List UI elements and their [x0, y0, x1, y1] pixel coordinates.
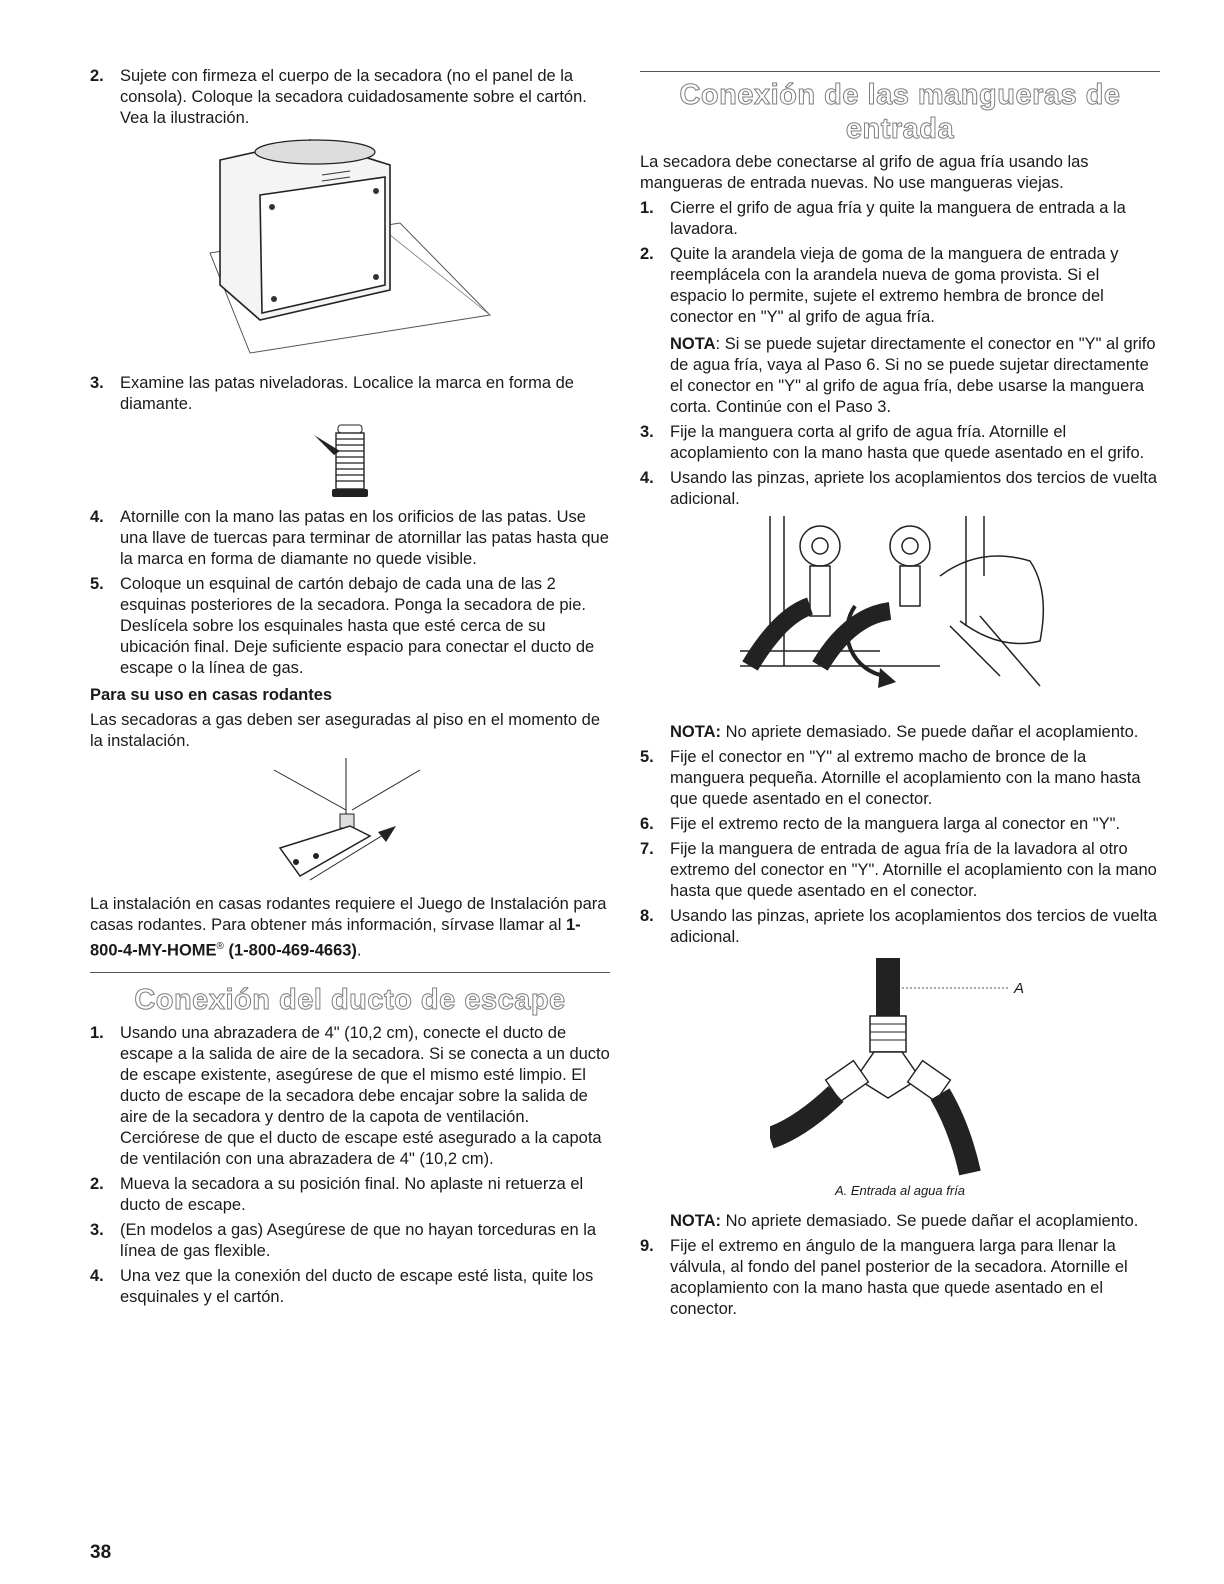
- step-number: 3.: [90, 374, 104, 392]
- left-column: [90, 66, 610, 1312]
- step-number: 2.: [90, 67, 104, 85]
- step-number: 6.: [640, 815, 654, 833]
- step-text: Fije el extremo en ángulo de la manguera larga para llenar la válvula, al fondo del panel posterior de la secadora. Atornille el acoplamiento con la mano hasta que quede asentado en el conector.: [670, 1237, 1128, 1318]
- registered-mark: ®: [216, 941, 224, 952]
- step-text: Mueva la secadora a su posición final. No aplaste ni retuerza el ducto de escape.: [120, 1174, 584, 1214]
- y-connector-figure: [770, 958, 1030, 1178]
- note-3: [640, 1211, 1160, 1232]
- step-text: Fije el conector en "Y" al extremo macho de bronce de la manguera pequeña. Atornille el acoplamiento con la mano hasta que quede asentado en el conector.: [670, 748, 1141, 808]
- step-number: 3.: [90, 1220, 104, 1239]
- step-text: Usando una abrazadera de 4" (10,2 cm), conecte el ducto de escape a la salida de aire de la secadora. Si se conecta a un ducto de escape existente, asegúrese de que el mismo esté limpio. El ducto de escape de la secadora debe encajar sobre la salida de aire de la secadora y dentro de la capota de ventilación. Cerciórese de que el ducto de escape esté asegurado a la capota de ventilación con una abrazadera de 4" (10,2 cm).: [120, 1023, 610, 1168]
- section-divider: [90, 972, 610, 973]
- step-text: Una vez que la conexión del ducto de escape esté lista, quite los esquinales y el cartón.: [120, 1266, 594, 1306]
- mobile-kit-sentence: La instalación en casas rodantes requiere el Juego de Instalación para casas rodantes. Para obtener más información, sírvase llamar al: [90, 895, 607, 934]
- phone-number: (1-800-469-4663): [228, 941, 357, 960]
- step-number: 3.: [640, 423, 654, 441]
- y-connector-illustration: [770, 958, 1030, 1178]
- mobile-home-kit-text: [90, 894, 610, 962]
- step-text: Usando las pinzas, apriete los acoplamientos dos tercios de vuelta adicional.: [670, 907, 1158, 946]
- step-number: 8.: [640, 907, 654, 925]
- step-text: Fije la manguera corta al grifo de agua fría. Atornille el acoplamiento con la mano hasta que quede asentado en el grifo.: [670, 423, 1145, 462]
- inlet-step: [640, 839, 1160, 902]
- note-label: NOTA: [670, 335, 716, 353]
- step-number: 4.: [640, 469, 654, 487]
- step-number: 5.: [90, 575, 104, 593]
- step-number: 7.: [640, 840, 654, 858]
- step-number: 1.: [90, 1023, 104, 1042]
- step-number: 4.: [90, 1266, 104, 1285]
- note-text: No apriete demasiado. Se puede dañar el acoplamiento.: [721, 1212, 1139, 1230]
- dryer-on-carton-illustration: [190, 135, 510, 367]
- exhaust-step: [90, 1266, 610, 1308]
- inlet-step: [640, 244, 1160, 328]
- step-text: (En modelos a gas) Asegúrese de que no hayan torceduras en la línea de gas flexible.: [120, 1220, 597, 1260]
- phone-word: 1-800-4-MY-HOME: [90, 916, 581, 960]
- phone-end: .: [356, 941, 362, 960]
- exhaust-step: [90, 1174, 610, 1216]
- note-text: : Si se puede sujetar directamente el conector en "Y" al grifo de agua fría, vaya al Paso 6. Si no se puede sujetar directamente el conector en "Y" al grifo de agua fría, debe usarse la manguera corta. Continúe con el Paso 3.: [670, 335, 1156, 416]
- step-4: [90, 507, 610, 570]
- note-label: NOTA:: [670, 723, 722, 741]
- step-number: 2.: [640, 245, 654, 263]
- page-number: 38: [90, 1542, 112, 1563]
- step-2: [90, 66, 610, 129]
- step-text: Atornille con la mano las patas en los orificios de las patas. Use una llave de tuercas para terminar de atornillar las patas hasta que la marca en forma de diamante no quede visible.: [120, 508, 609, 568]
- step-5: [90, 574, 610, 679]
- inlet-step: [640, 1236, 1160, 1320]
- section-divider: [640, 71, 1160, 72]
- mobile-home-heading: Para su uso en casas rodantes: [90, 686, 333, 704]
- inlet-step: [640, 422, 1160, 464]
- exhaust-steps-list: [90, 1023, 610, 1308]
- step-text: Usando las pinzas, apriete los acoplamientos dos tercios de vuelta adicional.: [670, 469, 1158, 508]
- faucet-pliers-illustration: [740, 516, 1060, 716]
- step-number: 2.: [90, 1174, 104, 1193]
- inlet-step: [640, 198, 1160, 240]
- note-label: NOTA:: [670, 1212, 722, 1230]
- step-3: [90, 373, 610, 415]
- step-text: Fije el extremo recto de la manguera larga al conector en "Y".: [670, 815, 1121, 833]
- step-number: 5.: [640, 748, 654, 766]
- step-number: 4.: [90, 508, 104, 526]
- leveling-leg-illustration: [310, 421, 390, 501]
- figure-label-a: A: [1014, 980, 1025, 997]
- step-number: 1.: [640, 199, 654, 217]
- right-column: [640, 66, 1160, 1324]
- mobile-home-bracket-illustration: [260, 758, 440, 888]
- inlet-intro: La secadora debe conectarse al grifo de agua fría usando las mangueras de entrada nuevas. No use mangueras viejas.: [640, 153, 1089, 192]
- exhaust-step: [90, 1023, 610, 1170]
- step-text: Coloque un esquinal de cartón debajo de cada una de las 2 esquinas posteriores de la secadora. Ponga la secadora de pie. Deslícela sobre los esquinales hasta que esté cerca de su ubicación final. Deje suficiente espacio para conectar el ducto de escape o la línea de gas.: [120, 575, 595, 677]
- note-2: [640, 722, 1160, 743]
- inlet-hoses-section-title: Conexión de las mangueras de entrada: [679, 79, 1121, 145]
- step-text: Examine las patas niveladoras. Localice la marca en forma de diamante.: [120, 374, 574, 413]
- figure-caption: A. Entrada al agua fría: [834, 1183, 966, 1198]
- exhaust-step: [90, 1220, 610, 1262]
- inlet-step: [640, 468, 1160, 510]
- note-text: No apriete demasiado. Se puede dañar el acoplamiento.: [721, 723, 1139, 741]
- note-1: [640, 334, 1160, 418]
- exhaust-section-title: Conexión del ducto de escape: [134, 983, 566, 1016]
- step-text: Sujete con firmeza el cuerpo de la secadora (no el panel de la consola). Coloque la secadora cuidadosamente sobre el cartón. Vea la ilustración.: [120, 67, 587, 127]
- step-number: 9.: [640, 1237, 654, 1255]
- inlet-step: [640, 906, 1160, 948]
- step-text: Cierre el grifo de agua fría y quite la manguera de entrada a la lavadora.: [670, 199, 1126, 238]
- inlet-step: [640, 747, 1160, 810]
- step-text: Fije la manguera de entrada de agua fría de la lavadora al otro extremo del conector en "Y". Atornille el acoplamiento con la mano hasta que quede asentado en el conector.: [670, 840, 1157, 900]
- inlet-step: [640, 814, 1160, 835]
- mobile-home-text: Las secadoras a gas deben ser aseguradas al piso en el momento de la instalación.: [90, 711, 600, 750]
- step-text: Quite la arandela vieja de goma de la manguera de entrada y reemplácela con la arandela nueva de goma provista. Si el espacio lo permite, sujete el extremo hembra de bronce del conector en "Y" al grifo de agua fría.: [670, 245, 1119, 326]
